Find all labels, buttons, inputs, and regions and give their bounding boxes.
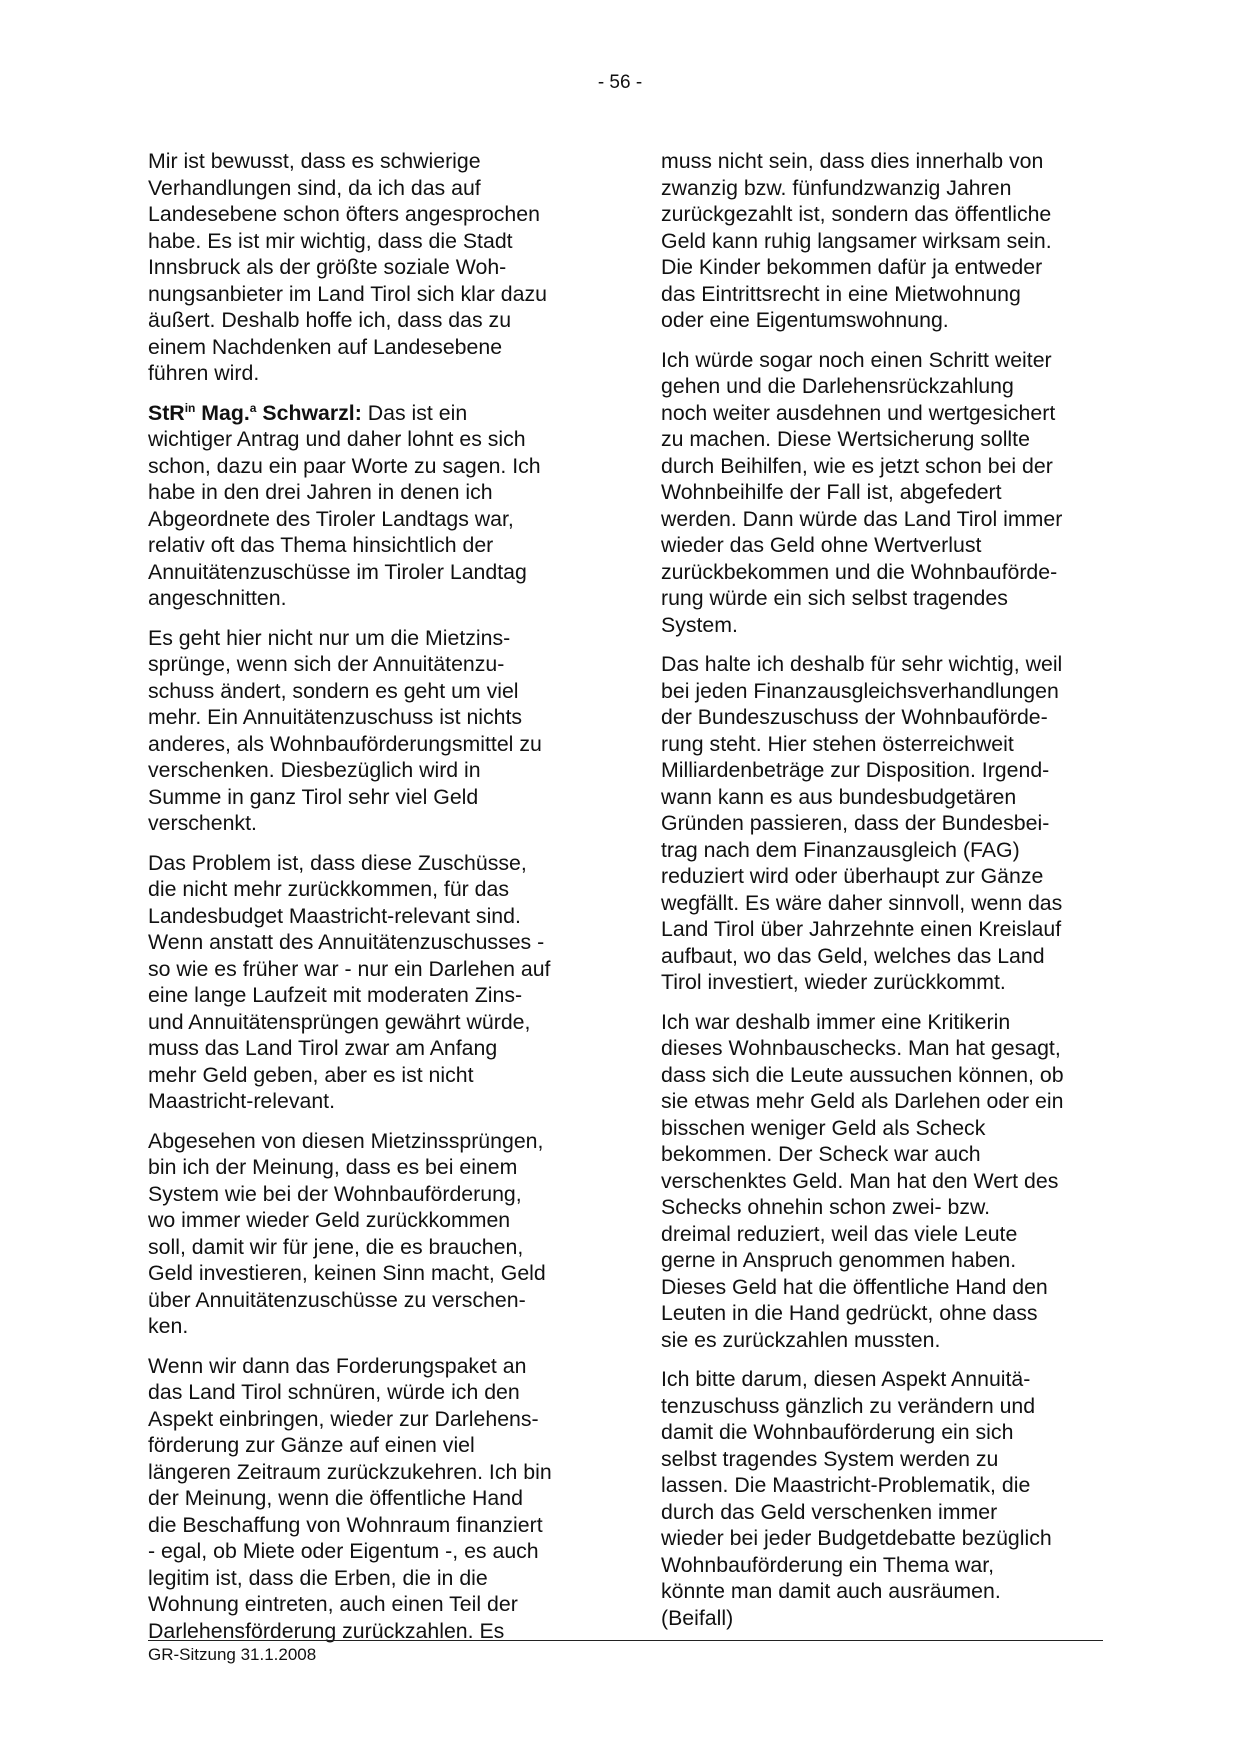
text-line: so wie es früher war - nur ein Darlehen auf [148, 956, 551, 981]
text-line: wann kann es aus bundesbudgetären [661, 784, 1017, 809]
paragraph [148, 850, 588, 1115]
text-line: Verhandlungen sind, da ich das auf [148, 175, 481, 200]
text-line: förderung zur Gänze auf einen viel [148, 1433, 475, 1457]
text-line: schon, dazu ein paar Worte zu sagen. Ich [148, 453, 541, 478]
text-line: Landesebene schon öfters angesprochen [148, 202, 540, 226]
text-line: längeren Zeitraum zurückzukehren. Ich bin [148, 1459, 552, 1484]
text-line: sie etwas mehr Geld als Darlehen oder ein [661, 1089, 1064, 1113]
text-line: die Beschaffung von Wohnraum finanziert [148, 1512, 543, 1537]
text-line: wegfällt. Es wäre daher sinnvoll, wenn das [661, 890, 1063, 915]
text-line: gerne in Anspruch genommen haben. [661, 1248, 1017, 1272]
text-line: rung steht. Hier stehen österreichweit [661, 731, 1014, 756]
text-line: Wohnbeihilfe der Fall ist, abgefedert [661, 480, 1002, 504]
text-line: reduziert wird oder überhaupt zur Gänze [661, 864, 1044, 888]
paragraph [661, 1366, 1101, 1631]
text-line: wieder bei jeder Budgetdebatte bezüglich [661, 1526, 1052, 1550]
text-line: Dieses Geld hat die öffentliche Hand den [661, 1274, 1048, 1299]
text-line: dreimal reduziert, weil das viele Leute [661, 1221, 1018, 1246]
text-line: Wohnbauförderung ein Thema war, [661, 1552, 995, 1577]
text-line: Es geht hier nicht nur um die Mietzins- [148, 625, 511, 650]
text-line: zwanzig bzw. fünfundzwanzig Jahren [661, 175, 1012, 200]
text-line: Tirol investiert, wieder zurückkommt. [661, 970, 1006, 994]
text-line: Abgeordnete des Tiroler Landtags war, [148, 506, 514, 531]
text-line: lassen. Die Maastricht-Problematik, die [661, 1473, 1031, 1497]
text-line: System. [661, 612, 738, 637]
footer-session-date: GR-Sitzung 31.1.2008 [148, 1645, 317, 1664]
text-line: wo immer wieder Geld zurückkommen [148, 1208, 511, 1232]
text-line: bei jeden Finanzausgleichsverhandlungen [661, 678, 1059, 703]
text-line: noch weiter ausdehnen und wertgesichert [661, 400, 1056, 425]
text-line: führen wird. [148, 361, 260, 385]
text-line: wieder das Geld ohne Wertverlust [661, 533, 982, 557]
paragraph [148, 1353, 588, 1645]
text-line: bin ich der Meinung, dass es bei einem [148, 1155, 518, 1179]
text-line: Wenn anstatt des Annuitätenzuschusses - [148, 930, 545, 954]
text-line: die nicht mehr zurückkommen, für das [148, 877, 510, 901]
page-number: - 56 - [597, 72, 643, 93]
text-line: bekommen. Der Scheck war auch [661, 1142, 981, 1166]
text-line: Das halte ich deshalb für sehr wichtig, weil [661, 652, 1063, 676]
text-line: Die Kinder bekommen dafür ja entweder [661, 255, 1043, 279]
left-column [148, 148, 588, 1657]
text-line: Ich bitte darum, diesen Aspekt Annuitä- [661, 1367, 1031, 1391]
text-line: Summe in ganz Tirol sehr viel Geld [148, 784, 479, 809]
speaker-degree: Mag. [195, 400, 250, 425]
speech-paragraph [148, 400, 588, 612]
text-line: selbst tragendes System werden zu [661, 1446, 999, 1471]
text-line: der Bundeszuschuss der Wohnbauförde- [661, 705, 1048, 729]
speaker-degree-sup: a [249, 400, 257, 415]
text-line: (Beifall) [661, 1605, 734, 1630]
text-line: Annuitätenzuschüsse im Tiroler Landtag [148, 559, 527, 584]
text-line: Innsbruck als der größte soziale Woh- [148, 255, 507, 279]
paragraph [661, 347, 1101, 639]
text-line: dass sich die Leute aussuchen können, ob [661, 1062, 1064, 1087]
text-line: Leuten in die Hand gedrückt, ohne dass [661, 1301, 1038, 1325]
text-line: verschenktes Geld. Man hat den Wert des [661, 1168, 1059, 1193]
text-line: System wie bei der Wohnbauförderung, [148, 1181, 522, 1206]
text-line: über Annuitätenzuschüsse zu verschen- [148, 1287, 526, 1312]
text-line: der Meinung, wenn die öffentliche Hand [148, 1486, 523, 1510]
paragraph [661, 148, 1101, 334]
text-line: zurückgezahlt ist, sondern das öffentliche [661, 202, 1052, 226]
speaker-surname: Schwarzl: [256, 400, 362, 425]
text-line: verschenken. Diesbezüglich wird in [148, 758, 481, 782]
text-line: werden. Dann würde das Land Tirol immer [661, 506, 1063, 531]
text-line: rung würde ein sich selbst tragendes [661, 586, 1008, 610]
text-line: angeschnitten. [148, 586, 287, 610]
text-line: trag nach dem Finanzausgleich (FAG) [661, 837, 1020, 862]
text-line: Wohnung eintreten, auch einen Teil der [148, 1592, 518, 1616]
text-line: das Land Tirol schnüren, würde ich den [148, 1380, 520, 1404]
text-line: legitim ist, dass die Erben, die in die [148, 1565, 488, 1590]
text-line: Landesbudget Maastricht-relevant sind. [148, 903, 521, 928]
text-line: anderes, als Wohnbauförderungsmittel zu [148, 731, 542, 756]
text-line: Ich war deshalb immer eine Kritikerin [661, 1009, 1011, 1034]
text-line: könnte man damit auch ausräumen. [661, 1579, 1001, 1603]
text-line: Mir ist bewusst, dass es schwierige [148, 149, 481, 173]
text-line: schuss ändert, sondern es geht um viel [148, 678, 519, 703]
right-column [661, 148, 1101, 1644]
text-line: dieses Wohnbauschecks. Man hat gesagt, [661, 1036, 1061, 1060]
text-line: soll, damit wir für jene, die es brauchen, [148, 1234, 524, 1259]
text-line: Das Problem ist, dass diese Zuschüsse, [148, 850, 527, 875]
text-line: muss das Land Tirol zwar am Anfang [148, 1036, 498, 1060]
text-line: oder eine Eigentumswohnung. [661, 308, 949, 332]
footer-divider [148, 1640, 1103, 1641]
paragraph [148, 1128, 588, 1340]
text-line: durch das Geld verschenken immer [661, 1499, 998, 1524]
text-line: verschenkt. [148, 811, 257, 835]
text-line: Milliardenbeträge zur Disposition. Irgend- [661, 758, 1050, 782]
text-line: gehen und die Darlehensrückzahlung [661, 374, 1014, 398]
text-line: mehr. Ein Annuitätenzuschuss ist nichts [148, 705, 523, 729]
text-line: durch Beihilfen, wie es jetzt schon bei der [661, 453, 1053, 478]
speaker-title: StR [148, 400, 185, 425]
text-line: tenzuschuss gänzlich zu verändern und [661, 1393, 1036, 1418]
text-line: zu machen. Diese Wertsicherung sollte [661, 427, 1030, 451]
speech-lines [148, 426, 588, 612]
text-line: Geld investieren, keinen Sinn macht, Geld [148, 1261, 546, 1285]
paragraph [148, 625, 588, 837]
text-line: Land Tirol über Jahrzehnte einen Kreislauf [661, 917, 1062, 941]
speaker-name [148, 401, 362, 425]
text-line: das Eintrittsrecht in eine Mietwohnung [661, 281, 1021, 306]
text-line: Maastricht-relevant. [148, 1089, 336, 1113]
text-line: - egal, ob Miete oder Eigentum -, es auch [148, 1539, 539, 1563]
text-line: sprünge, wenn sich der Annuitätenzu- [148, 652, 505, 676]
text-line: Gründen passieren, dass der Bundesbei- [661, 811, 1050, 835]
paragraph [661, 651, 1101, 996]
text-line: damit die Wohnbauförderung ein sich [661, 1420, 1014, 1444]
text-line: äußert. Deshalb hoffe ich, dass das zu [148, 308, 512, 332]
text-line: sie es zurückzahlen mussten. [661, 1327, 941, 1352]
text-line: habe in den drei Jahren in denen ich [148, 480, 493, 504]
text-line: und Annuitätensprüngen gewährt würde, [148, 1009, 531, 1034]
text-line: wichtiger Antrag und daher lohnt es sich [148, 427, 526, 451]
speech-first-text: Das ist ein [361, 400, 468, 425]
speech-first-line [148, 400, 588, 427]
text-line: nungsanbieter im Land Tirol sich klar dazu [148, 281, 547, 306]
text-line: Darlehensförderung zurückzahlen. Es [148, 1618, 505, 1643]
text-line: Abgesehen von diesen Mietzinssprüngen, [148, 1128, 544, 1153]
text-line: aufbaut, wo das Geld, welches das Land [661, 943, 1045, 968]
text-line: Wenn wir dann das Forderungspaket an [148, 1353, 527, 1378]
paragraph [148, 148, 588, 387]
text-line: bisschen weniger Geld als Scheck [661, 1115, 986, 1140]
text-line: Schecks ohnehin schon zwei- bzw. [661, 1195, 991, 1219]
text-line: habe. Es ist mir wichtig, dass die Stadt [148, 228, 513, 253]
text-line: mehr Geld geben, aber es ist nicht [148, 1062, 474, 1087]
paragraph [661, 1009, 1101, 1354]
text-line: eine lange Laufzeit mit moderaten Zins- [148, 983, 523, 1007]
text-line: relativ oft das Thema hinsichtlich der [148, 533, 494, 557]
text-line: Ich würde sogar noch einen Schritt weiter [661, 347, 1052, 372]
text-line: einem Nachdenken auf Landesebene [148, 334, 503, 359]
text-line: Aspekt einbringen, wieder zur Darlehens- [148, 1406, 539, 1431]
text-line: muss nicht sein, dass dies innerhalb von [661, 149, 1044, 173]
speaker-title-sup: in [184, 400, 196, 415]
text-line: ken. [148, 1314, 189, 1338]
text-line: Geld kann ruhig langsamer wirksam sein. [661, 228, 1052, 253]
text-line: zurückbekommen und die Wohnbauförde- [661, 559, 1058, 584]
